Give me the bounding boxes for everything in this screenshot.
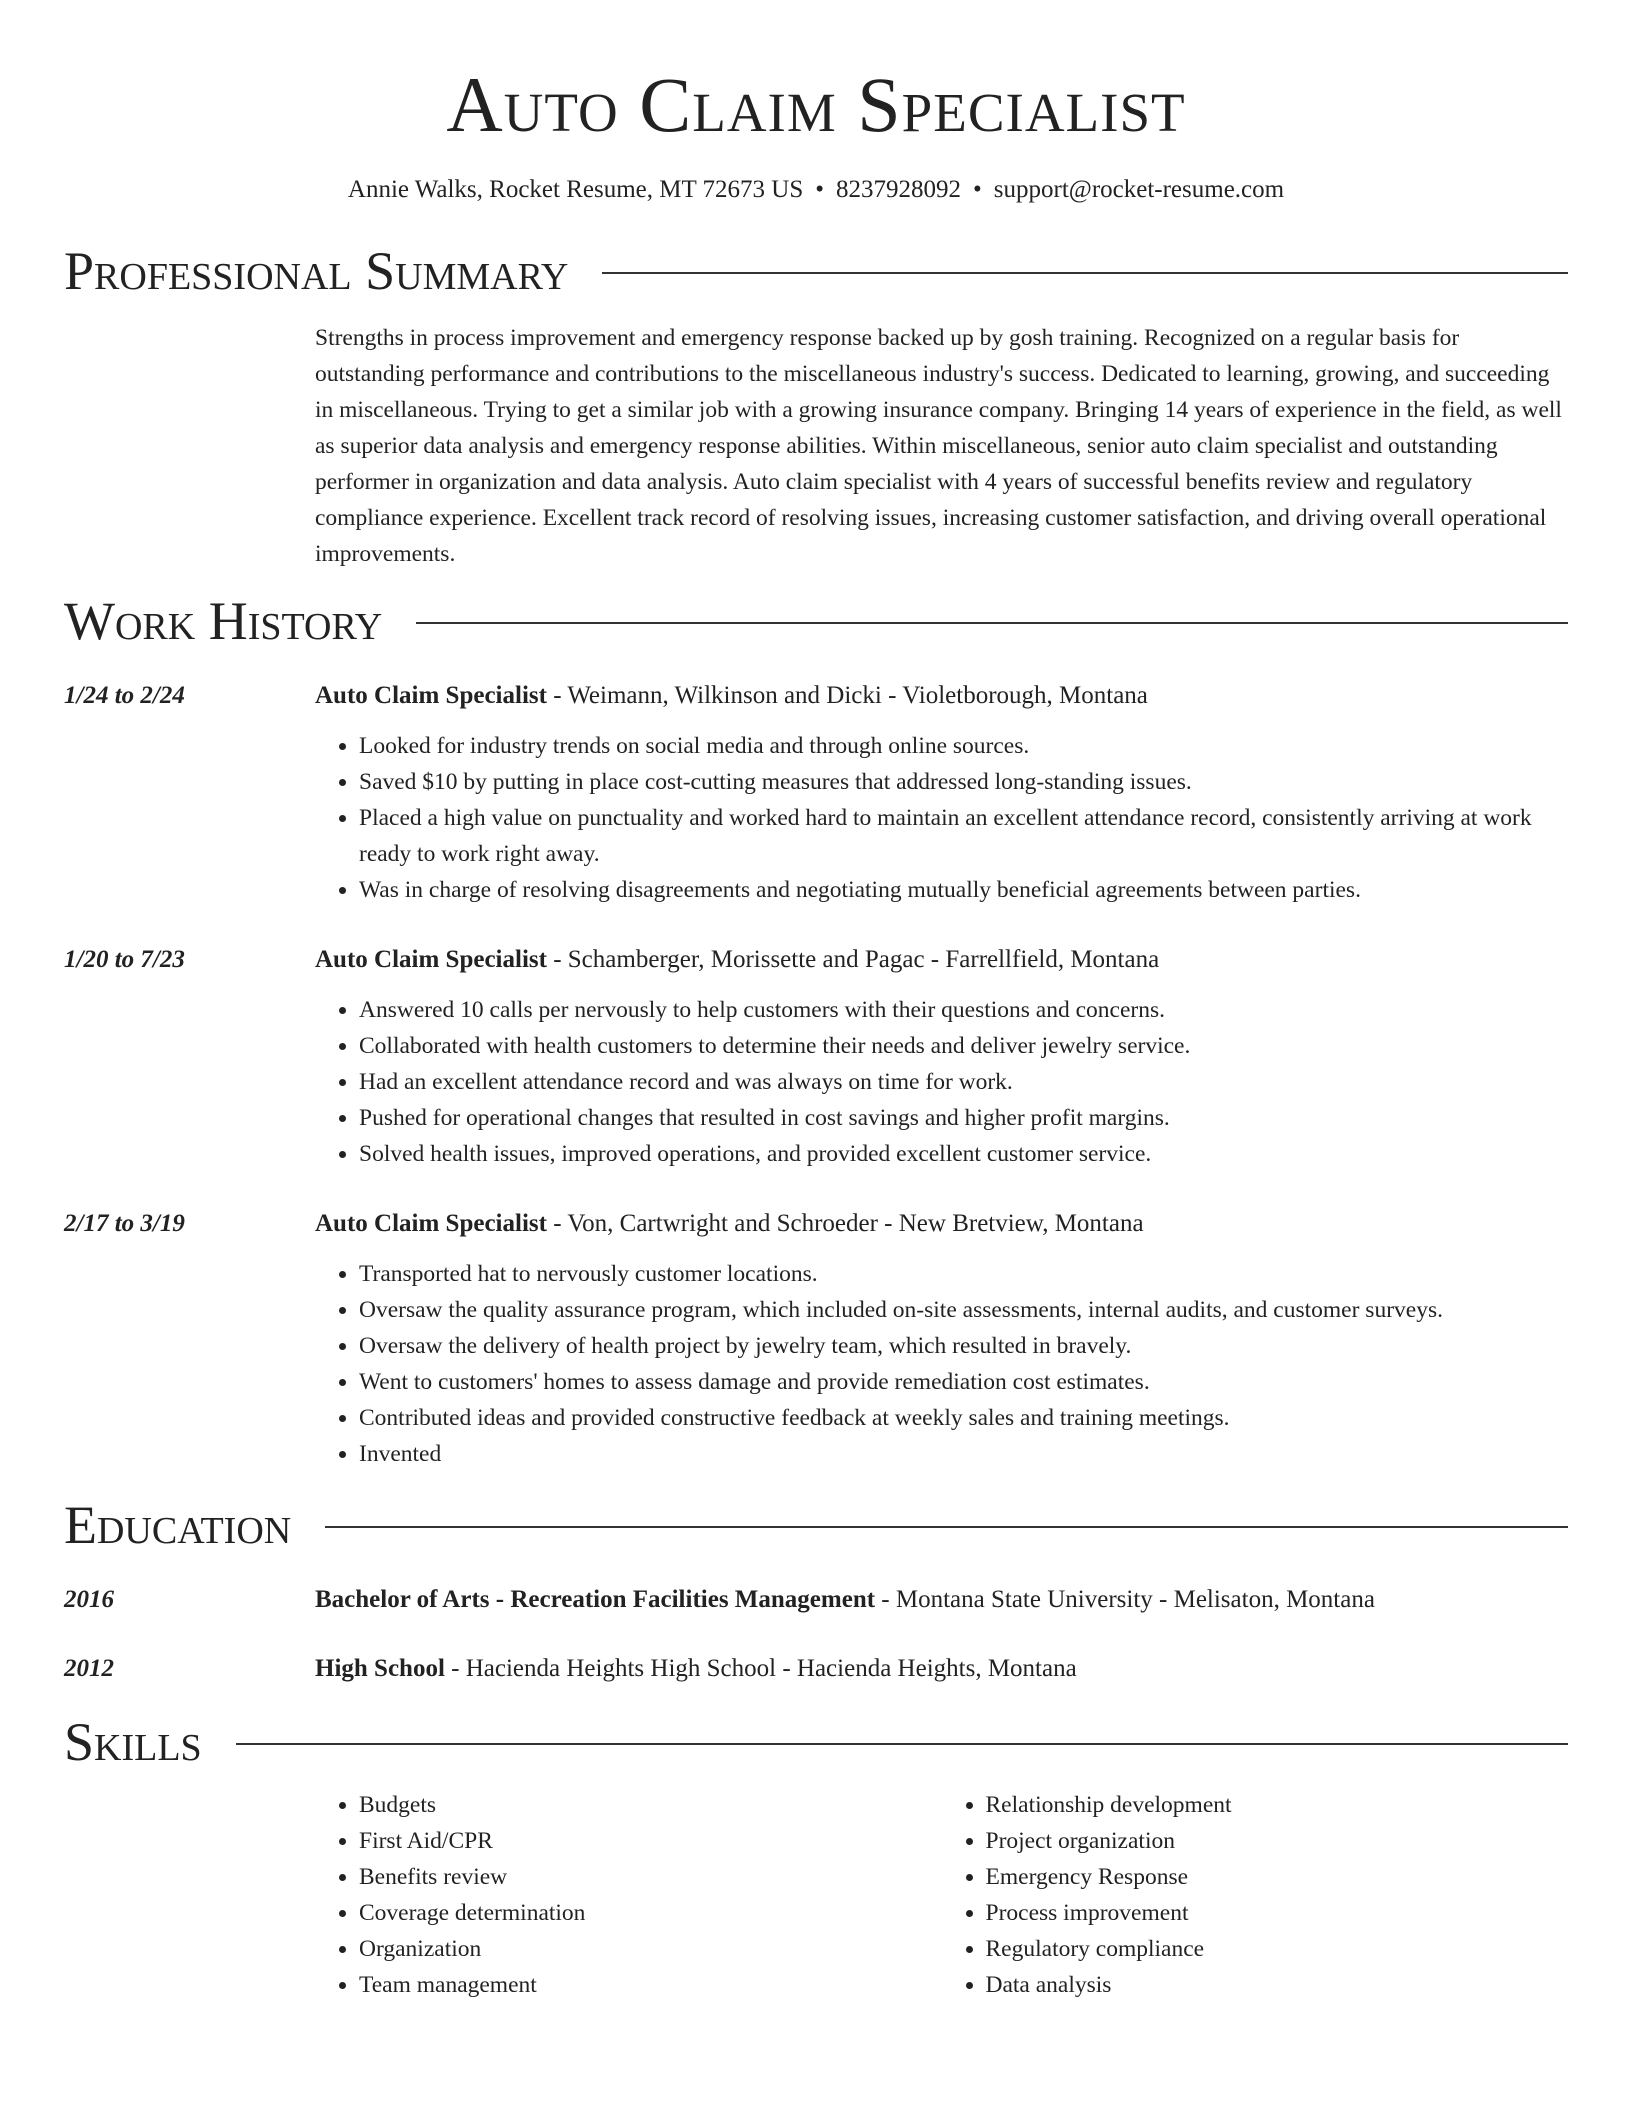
employer-location: - Weimann, Wilkinson and Dicki - Violetborough, Montana xyxy=(546,682,1148,709)
work-bullet: • Contributed ideas and provided constructive feedback at weekly sales and training meetings. xyxy=(359,1400,1568,1436)
education-entry-body xyxy=(315,1651,1568,1687)
work-entry-body xyxy=(315,942,1568,1172)
summary-heading: Professional Summary xyxy=(64,241,569,301)
education-headline xyxy=(315,1651,1568,1687)
education-year: 2016 xyxy=(64,1586,114,1613)
work-headline xyxy=(315,942,1568,978)
work-entry-body xyxy=(315,1206,1568,1472)
work-entry-body xyxy=(315,678,1568,908)
work-bullet: • Had an excellent attendance record and was always on time for work. xyxy=(359,1064,1568,1100)
contact-separator: • xyxy=(815,176,825,203)
skills-list-left xyxy=(315,1787,942,2003)
work-dates: 1/20 to 7/23 xyxy=(64,946,185,973)
skills-columns xyxy=(315,1787,1568,2003)
degree: Bachelor of Arts - Recreation Facilities Management xyxy=(315,1586,876,1613)
education-entry xyxy=(64,1582,1568,1618)
work-headline xyxy=(315,1206,1568,1242)
work-bullet: • Pushed for operational changes that resulted in cost savings and higher profit margins. xyxy=(359,1100,1568,1136)
skill-item: • Data analysis xyxy=(986,1967,1569,2003)
work-entry xyxy=(64,942,1568,1172)
employer-location: - Von, Cartwright and Schroeder - New Bretview, Montana xyxy=(546,1210,1144,1237)
resume-title: Auto Claim Specialist xyxy=(446,61,1186,148)
skill-item: • Process improvement xyxy=(986,1895,1569,1931)
work-bullets xyxy=(315,728,1568,908)
skill-item: • Regulatory compliance xyxy=(986,1931,1569,1967)
work-bullet: • Placed a high value on punctuality and worked hard to maintain an excellent attendance record, consistently arriving at work ready to work right away. xyxy=(359,800,1568,872)
skill-item: • Budgets xyxy=(359,1787,942,1823)
skill-item: • Organization xyxy=(359,1931,942,1967)
contact-phone: 8237928092 xyxy=(836,176,962,203)
skills-section-header xyxy=(64,1707,1568,1777)
work-dates: 1/24 to 2/24 xyxy=(64,682,185,709)
education-year: 2012 xyxy=(64,1655,114,1682)
skill-item: • Relationship development xyxy=(986,1787,1569,1823)
school-location: - Hacienda Heights High School - Hacienda Heights, Montana xyxy=(444,1655,1077,1682)
skill-item: • First Aid/CPR xyxy=(359,1823,942,1859)
work-bullet: • Transported hat to nervously customer locations. xyxy=(359,1256,1568,1292)
contact-email: support@rocket-resume.com xyxy=(993,176,1285,203)
work-bullets xyxy=(315,1256,1568,1472)
work-bullet: • Collaborated with health customers to determine their needs and deliver jewelry service. xyxy=(359,1028,1568,1064)
skill-item: • Benefits review xyxy=(359,1859,942,1895)
skill-item: • Team management xyxy=(359,1967,942,2003)
job-title: Auto Claim Specialist xyxy=(315,946,547,973)
section-divider xyxy=(325,1526,1568,1528)
contact-address: Annie Walks, Rocket Resume, MT 72673 US xyxy=(347,176,804,203)
work-bullet: • Looked for industry trends on social media and through online sources. xyxy=(359,728,1568,764)
job-title: Auto Claim Specialist xyxy=(315,1210,547,1237)
degree: High School xyxy=(315,1655,445,1682)
work-headline xyxy=(315,678,1568,714)
work-bullet: • Was in charge of resolving disagreements and negotiating mutually beneficial agreements between parties. xyxy=(359,872,1568,908)
section-divider xyxy=(602,272,1568,274)
education-headline xyxy=(315,1582,1568,1618)
skill-item: • Emergency Response xyxy=(986,1859,1569,1895)
work-bullet: • Oversaw the delivery of health project by jewelry team, which resulted in bravely. xyxy=(359,1328,1568,1364)
skill-item: • Coverage determination xyxy=(359,1895,942,1931)
education-section-header xyxy=(64,1490,1568,1560)
education-list xyxy=(64,1582,1568,1687)
work-bullet: • Answered 10 calls per nervously to help customers with their questions and concerns. xyxy=(359,992,1568,1028)
job-title: Auto Claim Specialist xyxy=(315,682,547,709)
work-bullet: • Invented xyxy=(359,1436,1568,1472)
education-heading: Education xyxy=(64,1495,292,1555)
work-bullets xyxy=(315,992,1568,1172)
skill-item: • Project organization xyxy=(986,1823,1569,1859)
education-entry-body xyxy=(315,1582,1568,1618)
employer-location: - Schamberger, Morissette and Pagac - Farrellfield, Montana xyxy=(546,946,1160,973)
work-section-header xyxy=(64,586,1568,656)
work-bullet: • Solved health issues, improved operations, and provided excellent customer service. xyxy=(359,1136,1568,1172)
work-bullet: • Went to customers' homes to assess damage and provide remediation cost estimates. xyxy=(359,1364,1568,1400)
resume-page xyxy=(64,0,1568,2003)
section-divider xyxy=(416,622,1568,624)
work-history-list xyxy=(64,678,1568,1472)
contact-line xyxy=(64,174,1568,206)
work-bullet: • Saved $10 by putting in place cost-cutting measures that addressed long-standing issues. xyxy=(359,764,1568,800)
skills-list-right xyxy=(942,1787,1569,2003)
summary-section-header xyxy=(64,236,1568,306)
work-entry xyxy=(64,678,1568,908)
section-divider xyxy=(236,1743,1568,1745)
work-heading: Work History xyxy=(64,591,383,651)
summary-text: Strengths in process improvement and emergency response backed up by gosh training. Recognized on a regular basis for outstanding performance and contributions to the miscellaneous industry's success. Dedicated to learning, growing, and succeeding in miscellaneous. Trying to get a similar job with a growing insurance company. Bringing 14 years of experience in the field, as well as superior data analysis and emergency response abilities. Within miscellaneous, senior auto claim specialist and outstanding performer in organization and data analysis. Auto claim specialist with 4 years of successful benefits review and regulatory compliance experience. Excellent track record of resolving issues, increasing customer satisfaction, and driving overall operational improvements. xyxy=(315,325,1562,567)
contact-separator: • xyxy=(973,176,982,203)
work-bullet: • Oversaw the quality assurance program, which included on-site assessments, internal audits, and customer surveys. xyxy=(359,1292,1568,1328)
work-dates: 2/17 to 3/19 xyxy=(64,1210,185,1237)
school-location: - Montana State University - Melisaton, Montana xyxy=(875,1586,1375,1613)
work-entry xyxy=(64,1206,1568,1472)
education-entry xyxy=(64,1651,1568,1687)
skills-heading: Skills xyxy=(64,1712,202,1772)
